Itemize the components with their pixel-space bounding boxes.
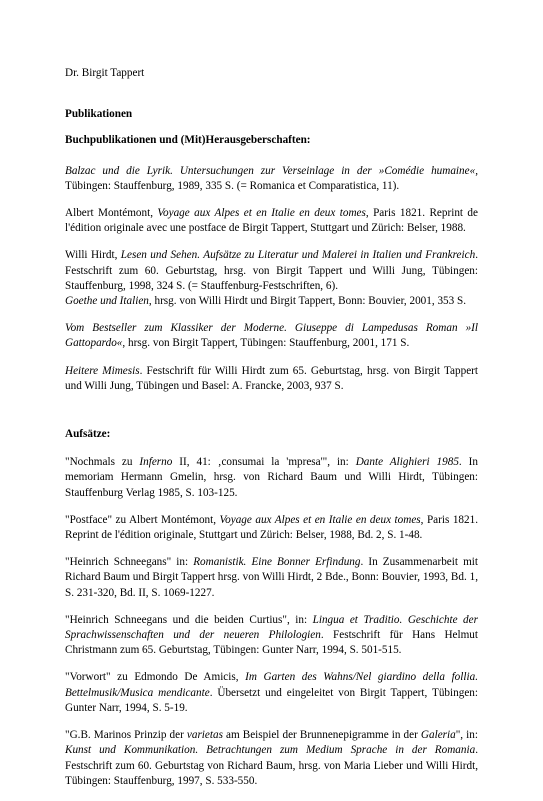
section-title: Publikationen bbox=[65, 108, 133, 121]
book-title: Heitere Mimesis bbox=[65, 364, 140, 377]
book-entry bbox=[65, 164, 478, 194]
article-text: "Heinrich Schneegans und die beiden Curtius", in: bbox=[65, 613, 313, 626]
author-name: Dr. Birgit Tappert bbox=[65, 67, 145, 79]
article-italic: Romanistik. Eine Bonner Erfindung bbox=[193, 556, 361, 569]
book-entry bbox=[65, 206, 478, 236]
book-editor: Albert Montémont, bbox=[65, 207, 158, 220]
article-italic: Voyage aux Alpes et en Italie en deux tomes bbox=[219, 513, 421, 526]
article-text: "Heinrich Schneegans" in: bbox=[65, 556, 194, 569]
book-details: , hrsg. von Willi Hirdt und Birgit Tappert, Bonn: Bouvier, 2001, 353 S. bbox=[148, 295, 467, 308]
books-heading: Buchpublikationen und (Mit)Herausgeberschaften: bbox=[65, 134, 311, 147]
book-editor: Willi Hirdt, bbox=[65, 249, 121, 262]
article-italic: Inferno bbox=[139, 456, 173, 469]
book-title: Lesen und Sehen. Aufsätze zu Literatur und Malerei in Italien und Frankreich bbox=[120, 249, 476, 262]
article-entry bbox=[65, 728, 478, 789]
article-text: "Nochmals zu bbox=[65, 456, 140, 469]
article-text: "G.B. Marinos Prinzip der bbox=[65, 729, 187, 742]
article-text: II, 41: ‚consumai la 'mpresa'", in: bbox=[172, 456, 356, 469]
article-text: . In memoriam Hermann Gmelin, hrsg. von Richard Baum und Willi Hirdt, Tübingen: Stauffenburg Verlag 1985, S. 103-125. bbox=[65, 456, 478, 499]
article-text: . Festschrift für Hans Helmut Christmann zum 65. Geburtstag, Tübingen: Gunter Narr, 1994, S. 501-515. bbox=[65, 629, 479, 657]
book-title: Voyage aux Alpes et en Italie en deux tomes bbox=[157, 207, 366, 220]
articles-heading: Aufsätze: bbox=[65, 428, 111, 441]
article-italic: Im Garten des Wahns/Nel giardino della follia. Bettelmusik/Musica mendicante bbox=[65, 671, 478, 699]
book-entry bbox=[65, 248, 478, 294]
book-details: . Festschrift für Willi Hirdt zum 65. Geburtstag, hrsg. von Birgit Tappert und Willi Jung, Tübingen und Basel: A. Francke, 2003, 937 S. bbox=[65, 364, 478, 392]
article-italic: Galeria bbox=[420, 729, 456, 742]
article-text: . Festschrift zum 60. Geburtstag von Richard Baum, hrsg. von Maria Lieber und Willi Hirdt, Tübingen: Stauffenburg, 1997, S. 533-550. bbox=[65, 744, 478, 787]
article-italic: Dante Alighieri 1985 bbox=[355, 456, 459, 469]
document-body bbox=[65, 66, 478, 801]
book-details: . Festschrift zum 60. Geburtstag, hrsg. von Birgit Tappert und Willi Jung, Tübingen: Stauffenburg, 1998, 324 S. (= Stauffenburg-Festschriften, 6). bbox=[65, 249, 478, 292]
book-details: , hrsg. von Birgit Tappert, Tübingen: Stauffenburg, 2001, 171 S. bbox=[122, 337, 410, 350]
article-text: am Beispiel der Brunnenepigramme in der bbox=[222, 729, 421, 742]
book-title: Balzac und die Lyrik. Untersuchungen zur Verseinlage in der »Comédie humaine« bbox=[65, 164, 476, 177]
article-text: . Übersetzt und eingeleitet von Birgit Tappert, Tübingen: Gunter Narr, 1994, S. 5-19. bbox=[65, 686, 478, 714]
article-text: ", in: bbox=[455, 729, 478, 742]
book-entry bbox=[65, 321, 478, 351]
book-details: , Paris 1821. Reprint de l'édition originale avec une postface de Birgit Tappert, Stuttgart und Zürich: Belser, 1988. bbox=[65, 207, 478, 235]
book-title: Vom Bestseller zum Klassiker der Moderne. Giuseppe di Lampedusas Roman »Il Gattopardo« bbox=[65, 322, 478, 350]
article-entry bbox=[65, 555, 478, 601]
article-entry bbox=[65, 613, 478, 659]
book-entry bbox=[65, 364, 478, 394]
book-title: Goethe und Italien bbox=[65, 295, 149, 308]
article-entry bbox=[65, 455, 478, 501]
book-details: , Tübingen: Stauffenburg, 1989, 335 S. (= Romanica et Comparatistica, 11). bbox=[65, 164, 478, 192]
article-italic: Lingua et Traditio. Geschichte der Sprachwissenschaften und der neueren Philologien bbox=[65, 613, 478, 642]
article-entry bbox=[65, 513, 478, 543]
book-entry bbox=[65, 294, 478, 309]
article-text: . In Zusammenarbeit mit Richard Baum und Birgit Tappert hrsg. von Willi Hirdt, 2 Bde., Bonn: Bouvier, 1993, Bd. 1, S. 231-320, Bd. II, S. 1069-1227. bbox=[65, 556, 479, 599]
article-italic: varietas bbox=[186, 729, 223, 742]
article-italic: Kunst und Kommunikation. Betrachtungen zum Medium Sprache in der Romania bbox=[65, 744, 476, 757]
article-text: "Vorwort" zu Edmondo De Amicis, bbox=[65, 671, 246, 684]
article-entry bbox=[65, 670, 478, 716]
article-text: , Paris 1821. Reprint de l'édition originale, Stuttgart und Zürich: Belser, 1988, Bd. 2, S. 1-48. bbox=[65, 513, 478, 542]
article-text: "Postface" zu Albert Montémont, bbox=[65, 513, 220, 526]
